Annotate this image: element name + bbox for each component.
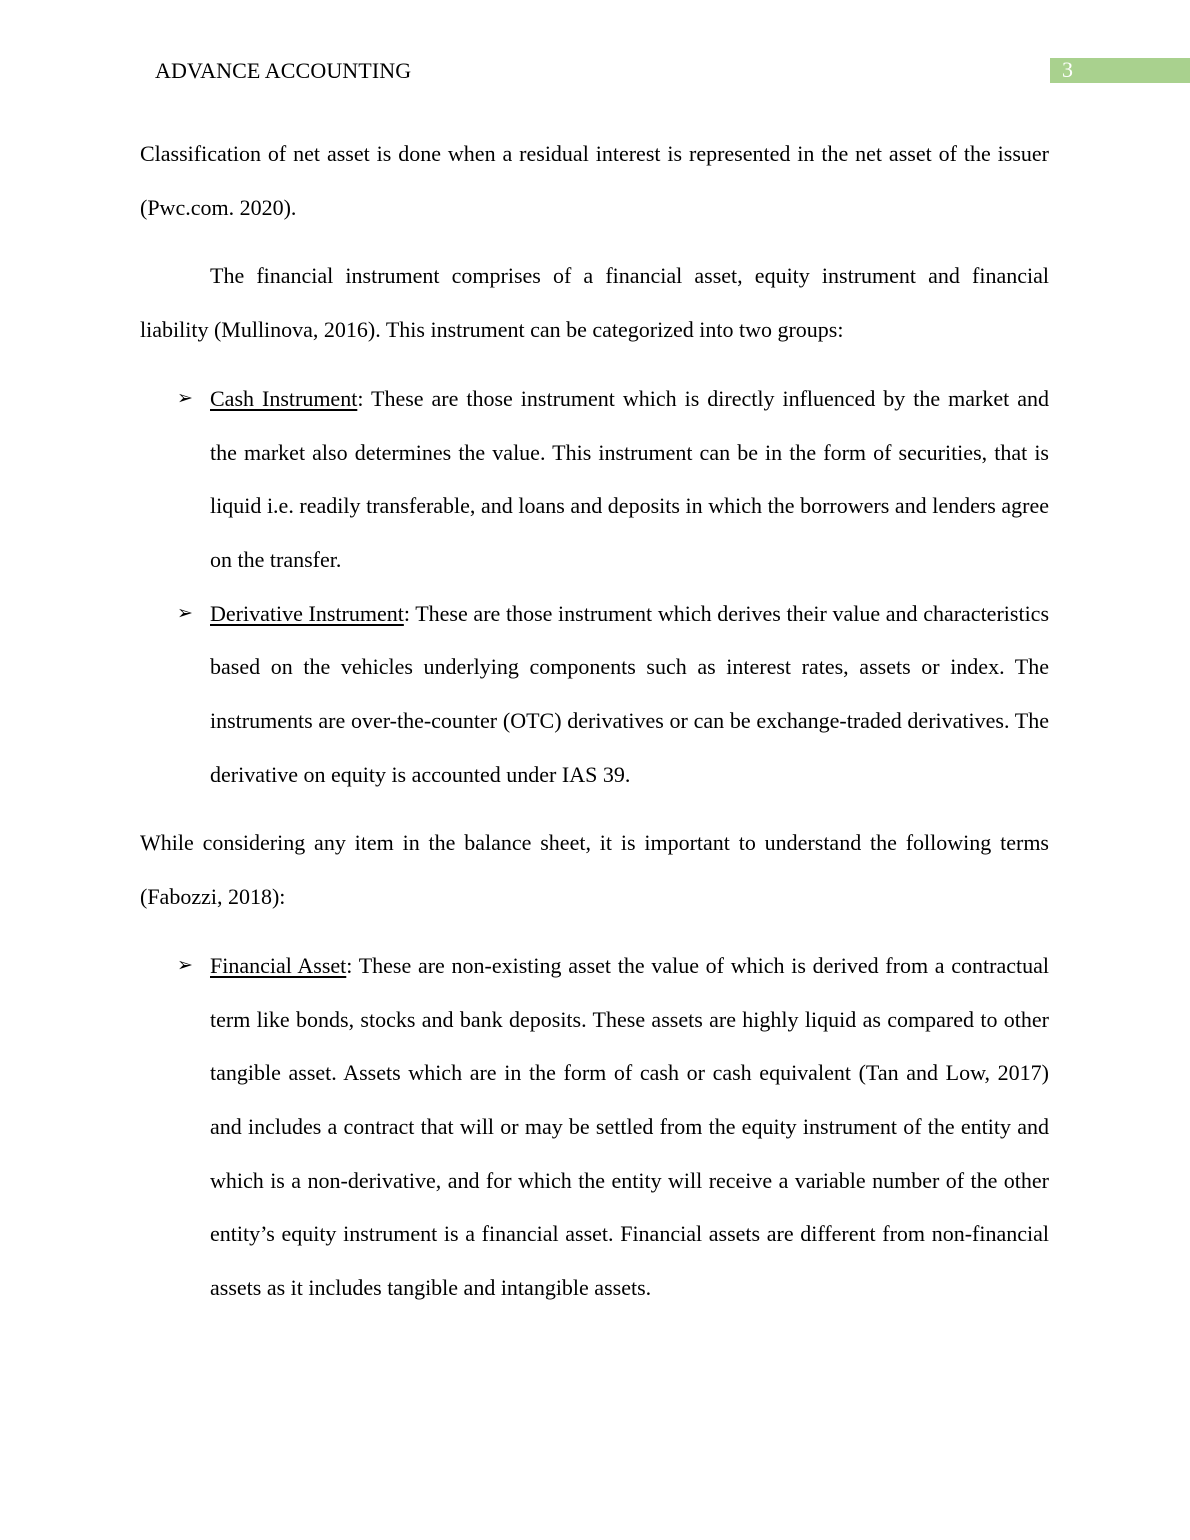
paragraph-financial-instrument: The financial instrument comprises of a financial asset, equity instrument and financial liability (Mullinova, 2016). This instrument can be categorized into two groups: (140, 263, 1049, 343)
list-item-derivative-instrument (177, 587, 1050, 802)
definition-cash-instrument: : These are those instrument which is directly influenced by the market and the market also determines the value. This instrument can be in the form of securities, that is liquid i.e. readily transferable, and loans and deposits in which the borrowers and lenders agree on the transfer. (210, 385, 1049, 572)
page-number: 3 (1062, 57, 1073, 82)
list-item-financial-asset (177, 939, 1049, 1315)
arrow-bullet-icon: ➢ (177, 386, 193, 409)
page-number-box (1050, 58, 1190, 83)
term-cash-instrument: Cash Instrument (210, 385, 358, 411)
definition-derivative-instrument: : These are those instrument which derives their value and characteristics based on the vehicles underlying components such as interest rates, assets or index. The instruments are over-the-counter (OTC) derivatives or can be exchange-traded derivatives. The derivative on equity is accounted under IAS 39. (210, 600, 1050, 787)
document-body (140, 127, 1049, 1330)
instrument-groups-list (140, 372, 1049, 802)
running-header-title: ADVANCE ACCOUNTING (155, 58, 412, 83)
list-item-cash-instrument (177, 372, 1049, 587)
arrow-bullet-icon: ➢ (177, 953, 193, 976)
definition-financial-asset: : These are non-existing asset the value of which is derived from a contractual term like bonds, stocks and bank deposits. These assets are highly liquid as compared to other tangible asset. Assets which are in the form of cash or cash equivalent (Tan and Low, 2017) and includes a contract that will or may be settled from the equity instrument of the entity and which is a non-derivative, and for which the entity will receive a variable number of the other entity’s equity instrument is a financial asset. Financial assets are different from non-financial assets as it includes tangible and intangible assets. (210, 952, 1049, 1301)
term-financial-asset: Financial Asset (210, 952, 347, 978)
arrow-bullet-icon: ➢ (177, 601, 193, 624)
terms-list (140, 939, 1049, 1315)
term-derivative-instrument: Derivative Instrument (210, 600, 404, 626)
paragraph-net-asset: Classification of net asset is done when a residual interest is represented in the net asset of the issuer (Pwc.com. 2020). (140, 141, 1049, 220)
paragraph-balance-sheet-terms: While considering any item in the balance sheet, it is important to understand the following terms (Fabozzi, 2018): (140, 830, 1049, 910)
